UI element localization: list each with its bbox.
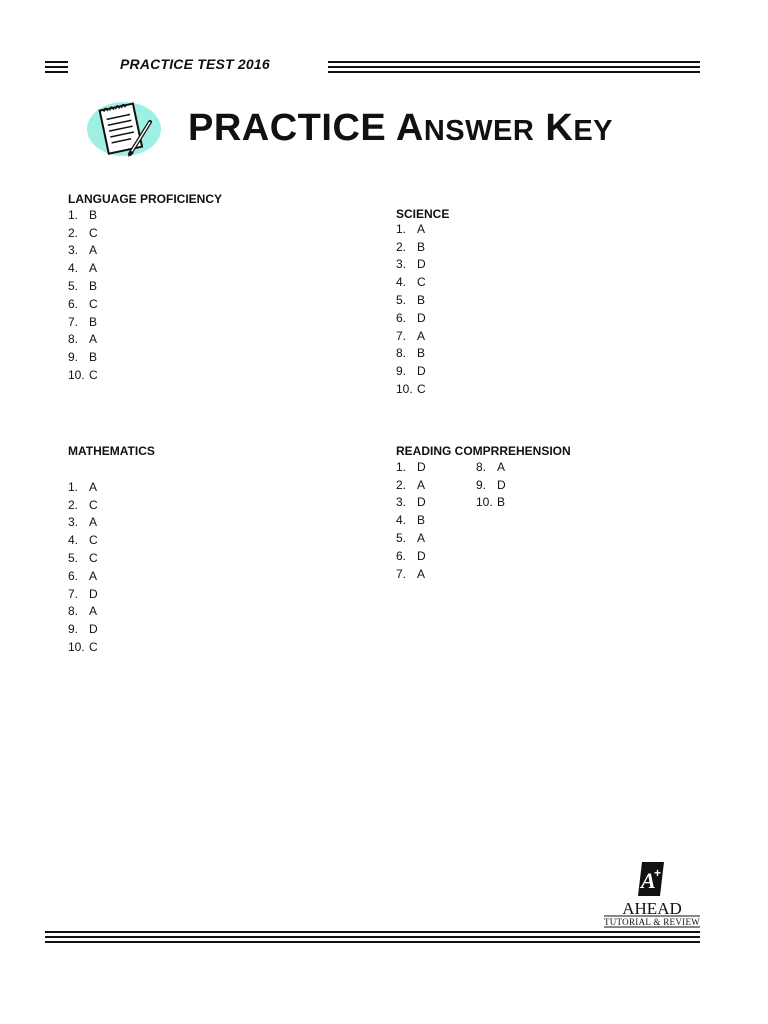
language-item xyxy=(68,277,98,295)
ahead-logo xyxy=(602,862,702,928)
footer-rule-bot xyxy=(45,941,700,943)
mathematics-item-number: 8. xyxy=(68,604,79,619)
reading-item-answer: B xyxy=(497,495,506,510)
science-item-number: 3. xyxy=(396,257,407,272)
language-item-answer: C xyxy=(89,225,98,240)
reading-item xyxy=(396,494,426,512)
reading-item xyxy=(476,494,506,512)
science-item-answer: D xyxy=(417,257,426,272)
mathematics-item xyxy=(68,620,98,638)
language-item xyxy=(68,224,98,242)
mathematics-item xyxy=(68,496,98,514)
mathematics-item-number: 5. xyxy=(68,551,79,566)
language-item-number: 4. xyxy=(68,261,79,276)
science-item-number: 1. xyxy=(396,221,407,236)
mathematics-item-number: 10. xyxy=(68,640,85,655)
language-item-number: 3. xyxy=(68,243,79,258)
mathematics-item xyxy=(68,478,98,496)
header-rule-right-bot xyxy=(328,71,700,73)
notepad-pencil-icon xyxy=(84,96,164,162)
mathematics-item-number: 7. xyxy=(68,586,79,601)
mathematics-item-answer: A xyxy=(89,568,98,583)
reading-item xyxy=(396,529,426,547)
reading-item xyxy=(476,458,506,476)
reading-item-answer: A xyxy=(417,566,426,581)
mathematics-item-answer: C xyxy=(89,497,98,512)
svg-text:+: + xyxy=(654,866,662,880)
language-section-title: LANGUAGE PROFICIENCY xyxy=(68,192,223,206)
science-item xyxy=(396,291,426,309)
science-item-answer: D xyxy=(417,364,426,379)
reading-item-answer: A xyxy=(417,477,426,492)
science-item xyxy=(396,327,426,345)
reading-item xyxy=(476,476,506,494)
mathematics-item xyxy=(68,585,98,603)
svg-text:A: A xyxy=(641,868,656,893)
mathematics-item xyxy=(68,531,98,549)
science-item xyxy=(396,309,426,327)
language-item xyxy=(68,348,98,366)
mathematics-item-number: 6. xyxy=(68,568,79,583)
header-rule-right-mid xyxy=(328,66,700,68)
reading-item-number: 5. xyxy=(396,531,407,546)
reading-item xyxy=(396,458,426,476)
mathematics-item-answer: C xyxy=(89,551,98,566)
mathematics-item xyxy=(68,567,98,585)
language-item xyxy=(68,259,98,277)
title-word-key xyxy=(545,107,613,149)
science-item-answer: A xyxy=(417,328,426,343)
science-item-number: 7. xyxy=(396,328,407,343)
science-item xyxy=(396,238,426,256)
reading-section-title: READING COMPRREHENSION xyxy=(396,444,571,458)
title-answer-rest: NSWER xyxy=(423,115,535,147)
practice-test-label: PRACTICE TEST 2016 xyxy=(120,56,270,72)
mathematics-item-number: 3. xyxy=(68,515,79,530)
mathematics-item xyxy=(68,603,98,621)
reading-item-number: 6. xyxy=(396,548,407,563)
language-item-answer: B xyxy=(89,279,98,294)
reading-item-answer: A xyxy=(497,459,506,474)
title-key-cap: K xyxy=(545,107,574,149)
mathematics-item-answer: C xyxy=(89,533,98,548)
reading-item-number: 7. xyxy=(396,566,407,581)
language-answer-list xyxy=(68,206,98,384)
header-rule-left-mid xyxy=(45,66,68,68)
language-item xyxy=(68,242,98,260)
language-item-number: 2. xyxy=(68,225,79,240)
language-item xyxy=(68,331,98,349)
science-item-answer: A xyxy=(417,221,426,236)
language-item-answer: A xyxy=(89,332,98,347)
mathematics-section-title: MATHEMATICS xyxy=(68,444,155,458)
science-item-number: 10. xyxy=(396,382,413,397)
svg-text:TUTORIAL & REVIEW: TUTORIAL & REVIEW xyxy=(603,917,701,927)
language-item-answer: B xyxy=(89,350,98,365)
language-item-number: 9. xyxy=(68,350,79,365)
reading-item-answer: D xyxy=(417,459,426,474)
header-rule-left-top xyxy=(45,61,68,63)
reading-item xyxy=(396,547,426,565)
language-item-answer: B xyxy=(89,314,98,329)
reading-item-number: 2. xyxy=(396,477,407,492)
mathematics-item-answer: A xyxy=(89,515,98,530)
reading-item-number: 4. xyxy=(396,513,407,528)
language-item-number: 6. xyxy=(68,296,79,311)
science-item-number: 4. xyxy=(396,275,407,290)
science-item-answer: B xyxy=(417,239,426,254)
science-item xyxy=(396,256,426,274)
language-item-answer: A xyxy=(89,261,98,276)
footer-rule-mid xyxy=(45,936,700,938)
science-item-answer: B xyxy=(417,346,426,361)
language-item-number: 5. xyxy=(68,279,79,294)
science-item-number: 5. xyxy=(396,293,407,308)
language-item-answer: C xyxy=(89,296,98,311)
reading-item-answer: D xyxy=(417,548,426,563)
reading-item-number: 1. xyxy=(396,459,407,474)
science-item-number: 8. xyxy=(396,346,407,361)
reading-item-number: 10. xyxy=(476,495,493,510)
reading-item-number: 9. xyxy=(476,477,487,492)
language-item-number: 8. xyxy=(68,332,79,347)
mathematics-item-number: 1. xyxy=(68,479,79,494)
language-item-number: 10. xyxy=(68,368,85,383)
mathematics-item-answer: A xyxy=(89,479,98,494)
language-item xyxy=(68,366,98,384)
footer-rule-top xyxy=(45,931,700,933)
reading-answer-list-2 xyxy=(476,458,506,511)
language-item-answer: B xyxy=(89,207,98,222)
mathematics-item-number: 2. xyxy=(68,497,79,512)
header-rule-right-top xyxy=(328,61,700,63)
mathematics-item xyxy=(68,549,98,567)
title-word-practice: PRACTICE xyxy=(188,107,387,149)
title-key-rest: EY xyxy=(573,115,613,147)
reading-item xyxy=(396,476,426,494)
reading-item xyxy=(396,565,426,583)
science-section-title: SCIENCE xyxy=(396,207,450,221)
mathematics-item-answer: C xyxy=(89,640,98,655)
reading-item xyxy=(396,511,426,529)
svg-text:AHEAD: AHEAD xyxy=(622,899,682,918)
reading-item-answer: D xyxy=(497,477,506,492)
science-answer-list xyxy=(396,220,426,398)
header-rule-left-bot xyxy=(45,71,68,73)
science-item xyxy=(396,362,426,380)
mathematics-item-answer: D xyxy=(89,622,98,637)
science-item-answer: B xyxy=(417,293,426,308)
mathematics-item xyxy=(68,638,98,656)
science-item-answer: C xyxy=(417,275,426,290)
science-item xyxy=(396,345,426,363)
reading-answer-list-1 xyxy=(396,458,426,583)
science-item xyxy=(396,380,426,398)
language-item xyxy=(68,206,98,224)
science-item-number: 2. xyxy=(396,239,407,254)
language-item-answer: C xyxy=(89,368,98,383)
mathematics-item-answer: A xyxy=(89,604,98,619)
science-item xyxy=(396,220,426,238)
page-title xyxy=(188,104,613,155)
science-item-answer: C xyxy=(417,382,426,397)
mathematics-item-number: 4. xyxy=(68,533,79,548)
reading-item-answer: B xyxy=(417,513,426,528)
mathematics-answer-list xyxy=(68,478,98,656)
language-item-answer: A xyxy=(89,243,98,258)
title-answer-cap: A xyxy=(395,107,424,149)
mathematics-item-number: 9. xyxy=(68,622,79,637)
reading-item-number: 8. xyxy=(476,459,487,474)
reading-item-answer: A xyxy=(417,531,426,546)
science-item-number: 6. xyxy=(396,310,407,325)
mathematics-item xyxy=(68,514,98,532)
title-word-answer xyxy=(396,107,534,149)
language-item-number: 1. xyxy=(68,207,79,222)
language-item-number: 7. xyxy=(68,314,79,329)
language-item xyxy=(68,295,98,313)
science-item-number: 9. xyxy=(396,364,407,379)
science-item xyxy=(396,273,426,291)
science-item-answer: D xyxy=(417,310,426,325)
reading-item-number: 3. xyxy=(396,495,407,510)
language-item xyxy=(68,313,98,331)
reading-item-answer: D xyxy=(417,495,426,510)
mathematics-item-answer: D xyxy=(89,586,98,601)
